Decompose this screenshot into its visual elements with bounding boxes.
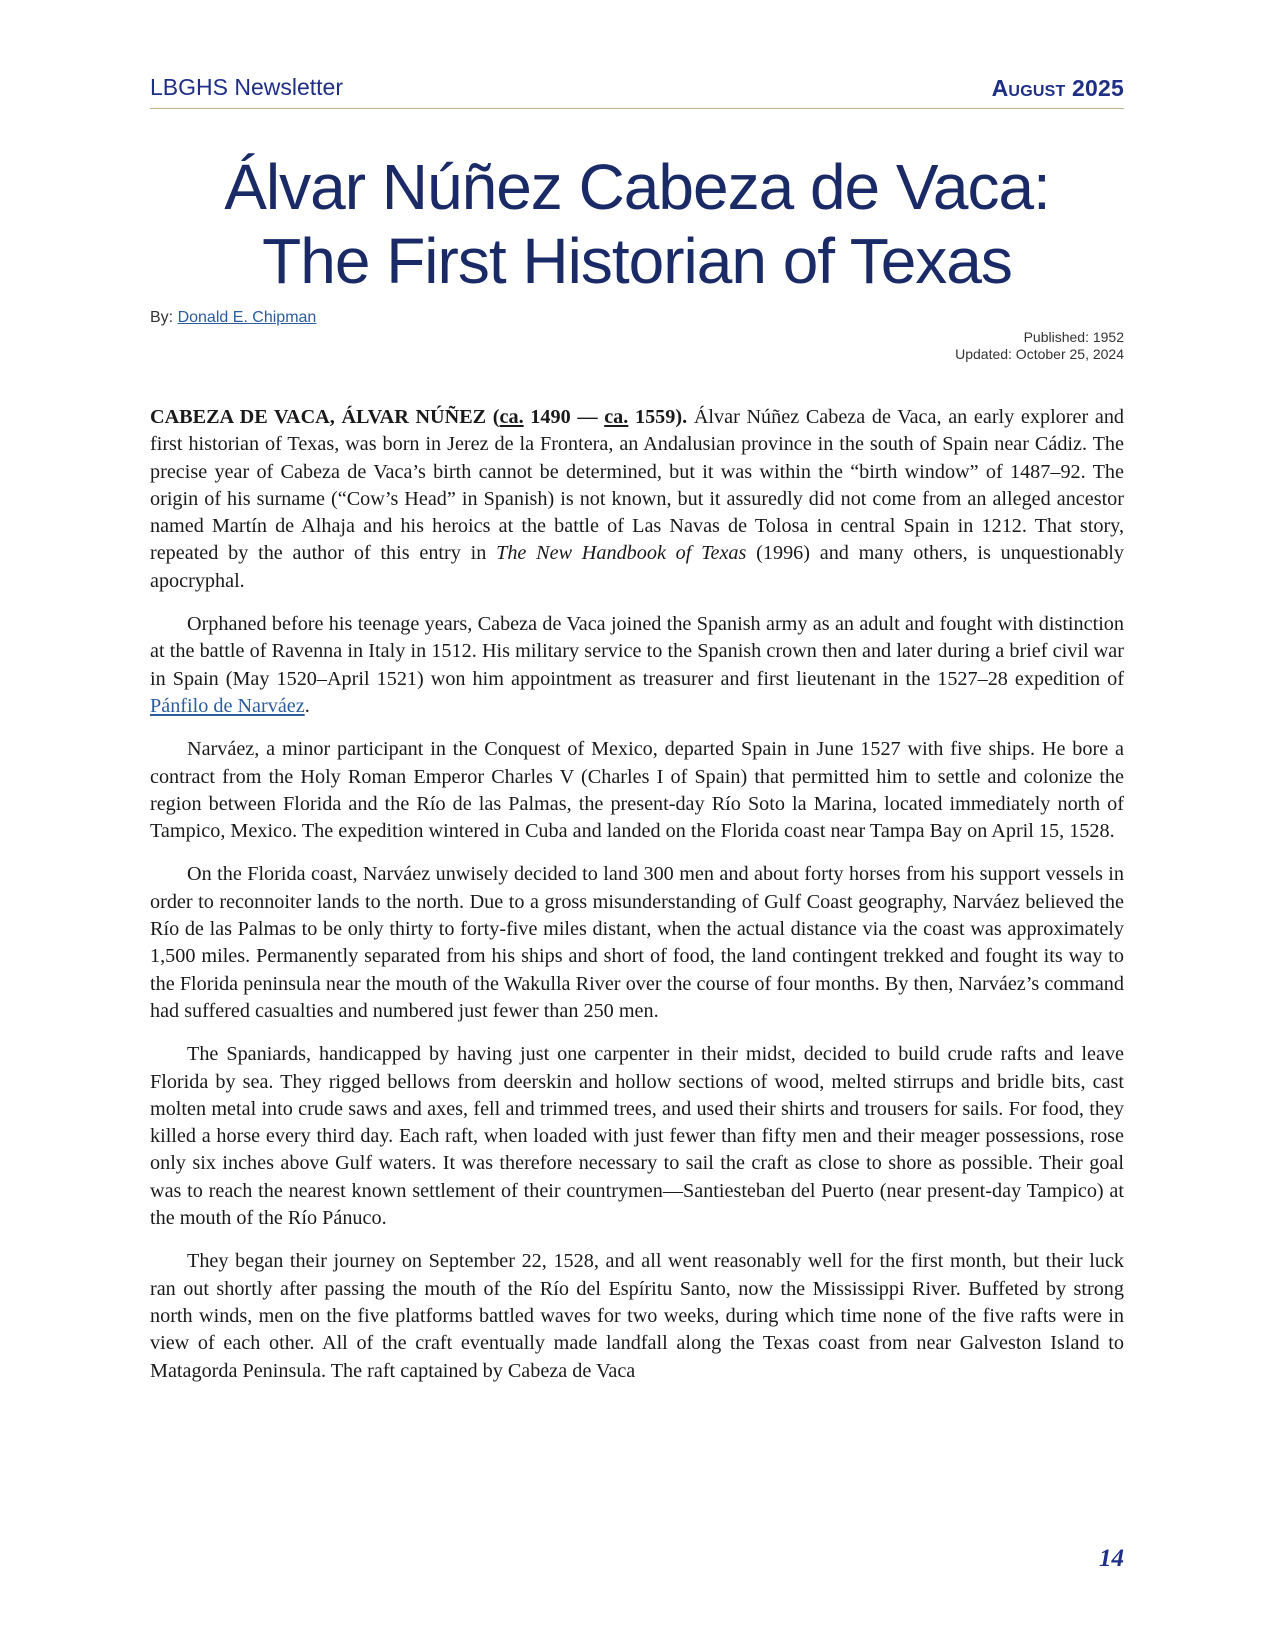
published-date: Published: 1952: [1023, 329, 1124, 345]
paragraph-4: On the Florida coast, Narváez unwisely decided to land 300 men and about forty horses from his support vessels in order to reconnoiter lands to the north. Due to a gross misunderstanding of Gulf Coast geography, Narváez believed the Río de las Palmas to be only thirty to forty-five miles distant, when the actual distance via the coast was approximately 1,500 miles. Permanently separated from his ships and short of food, the land contingent trekked and fought its way to the Florida peninsula near the mouth of the Wakulla River over the course of four months. By then, Narváez’s command had suffered casualties and numbered just fewer than 250 men.: [150, 863, 1124, 1022]
article-title-line-2: The First Historian of Texas: [262, 225, 1012, 297]
circa-abbrev: ca.: [499, 406, 524, 428]
page-header: [150, 72, 1124, 109]
byline: [150, 309, 316, 327]
paragraph-1: CABEZA DE VACA, ÁLVAR NÚÑEZ (ca. 1490 — ca. 1559). Álvar Núñez Cabeza de Vaca, an early explorer and first historian of Texas, was born in Jerez de la Frontera, an Andalusian province in the south of Spain near Cádiz. The precise year of Cabeza de Vaca’s birth cannot be determined, but it was within the “birth window” of 1487–92. The origin of his surname (“Cow’s Head” in Spanish) is not known, but it assuredly did not come from an alleged ancestor named Martín de Alhaja and his heroics at the battle of Las Navas de Tolosa in central Spain in 1212. That story, repeated by the author of this entry in The New Handbook of Texas (1996) and many others, is unquestionably apocryphal.: [150, 406, 1125, 592]
by-label: By:: [150, 309, 174, 326]
paragraph-6: They began their journey on September 22, 1528, and all went reasonably well for the first month, but their luck ran out shortly after passing the mouth of the Río del Espíritu Santo, now the Mississippi River. Buffeted by strong north winds, men on the five platforms battled waves for two weeks, during which time none of the five rafts were in view of each other. All of the craft eventually made landfall along the Texas coast from near Galveston Island to Matagorda Peninsula. The raft captained by Cabeza de Vaca: [150, 1250, 1124, 1382]
paragraph-3: Narváez, a minor participant in the Conquest of Mexico, departed Spain in June 1527 with five ships. He bore a contract from the Holy Roman Emperor Charles V (Charles I of Spain) that permitted him to settle and colonize the region between Florida and the Río de las Palmas, the present-day Río Soto la Marina, located immediately north of Tampico, Mexico. The expedition wintered in Cuba and landed on the Florida coast near Tampa Bay on April 15, 1528.: [150, 738, 1124, 843]
article-title: [150, 150, 1124, 298]
entry-heading: CABEZA DE VACA, ÁLVAR NÚÑEZ (ca. 1490 — ca. 1559).: [150, 406, 688, 428]
paragraph-2: Orphaned before his teenage years, Cabeza de Vaca joined the Spanish army as an adult and fought with distinction at the battle of Ravenna in Italy in 1512. His military service to the Spanish crown then and later during a brief civil war in Spain (May 1520–April 1521) won him appointment as treasurer and first lieutenant in the 1527–28 expedition of Pánfilo de Narváez.: [150, 613, 1124, 717]
article-title-line-1: Álvar Núñez Cabeza de Vaca:: [224, 151, 1050, 223]
book-title: The New Handbook of Texas: [496, 542, 747, 565]
paragraph-5: The Spaniards, handicapped by having just one carpenter in their midst, decided to build crude rafts and leave Florida by sea. They rigged bellows from deerskin and hollow sections of wood, melted stirrups and bridle bits, cast molten metal into crude saws and axes, fell and trimmed trees, and used their shirts and trousers for sails. For food, they killed a horse every third day. Each raft, when loaded with just fewer than fifty men and their meager possessions, rose only six inches above Gulf waters. It was therefore necessary to sail the craft as close to shore as possible. Their goal was to reach the nearest known settlement of their countrymen—Santiesteban del Puerto (near present-day Tampico) at the mouth of the Río Pánuco.: [150, 1043, 1124, 1230]
updated-date: Updated: October 25, 2024: [955, 346, 1124, 362]
publication-info: [955, 329, 1124, 363]
author-link[interactable]: Donald E. Chipman: [177, 309, 317, 326]
page-number: 14: [1099, 1545, 1124, 1572]
newsletter-name: LBGHS Newsletter: [150, 74, 344, 100]
issue-date: August 2025: [991, 75, 1124, 101]
article-body: [150, 404, 1124, 1401]
circa-abbrev: ca.: [604, 406, 629, 428]
narvaez-link[interactable]: Pánfilo de Narváez: [150, 694, 305, 717]
newsletter-page: [150, 0, 1124, 1650]
